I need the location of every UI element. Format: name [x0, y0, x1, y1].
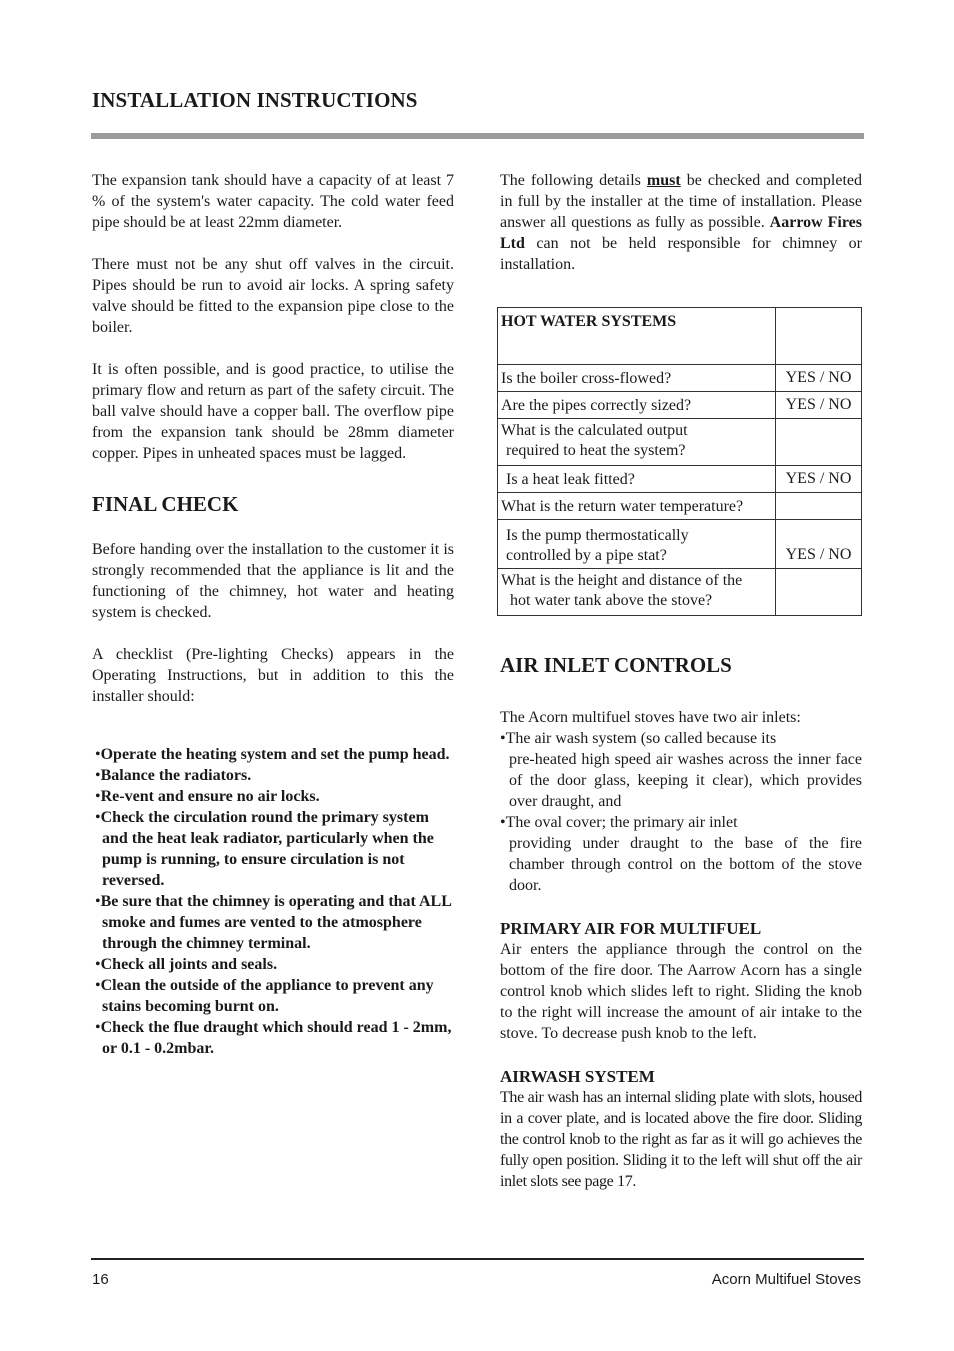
safety-circuit-paragraph: It is often possible, and is good practice, to utilise the primary flow and return as part of the safety circuit. The ball valve should have a copper ball. The overflow pipe from the expansion tank should be 28mm diameter copper. Pipes in unheated spaces must be lagged. [92, 361, 454, 462]
table-title: HOT WATER SYSTEMS [498, 308, 776, 365]
list-item: • Check the flue draught which should read 1 - 2mm, or 0.1 - 0.2mbar. [92, 1017, 454, 1059]
footer-product-name: Acorn Multifuel Stoves [711, 1271, 861, 1288]
list-item: • Check all joints and seals. [92, 954, 454, 975]
list-item: • Operate the heating system and set the pump head. [92, 744, 454, 765]
question-cell: Is the pump thermostatically controlled by a pipe stat? [498, 520, 776, 569]
primary-air-heading: PRIMARY AIR FOR MULTIFUEL [500, 919, 762, 938]
answer-cell[interactable]: YES / NO [776, 520, 862, 569]
list-item: •The oval cover; the primary air inlet providing under draught to the base of the fire chamber through control on the bottom of the stove door. [500, 814, 862, 894]
table-row [498, 419, 862, 466]
final-check-heading: FINAL CHECK [92, 492, 239, 516]
table-row [498, 493, 862, 520]
page-title: INSTALLATION INSTRUCTIONS [92, 88, 418, 112]
installer-checklist [92, 744, 454, 1059]
checklist-paragraph: A checklist (Pre-lighting Checks) appears in the Operating Instructions, but in addition to this the installer should: [92, 646, 454, 705]
answer-cell[interactable]: YES / NO [776, 392, 862, 419]
list-item: •The air wash system (so called because its pre-heated high speed air washes across the inner face of the door glass, keeping it clear), which provides over draught, and [500, 730, 862, 810]
table-row [498, 365, 862, 392]
page-number: 16 [92, 1271, 109, 1288]
question-cell: Are the pipes correctly sized? [498, 392, 776, 419]
table-row [498, 520, 862, 569]
air-inlets-intro: The Acorn multifuel stoves have two air inlets: [500, 709, 801, 726]
table-header-row [498, 308, 862, 365]
hot-water-systems-table [497, 307, 862, 616]
table-row [498, 569, 862, 616]
shut-off-valves-paragraph: There must not be any shut off valves in the circuit. Pipes should be run to avoid air locks. A spring safety valve should be fitted to the expansion pipe close to the boiler. [92, 256, 454, 336]
footer-rule [91, 1258, 864, 1260]
table-row [498, 392, 862, 419]
air-inlet-controls-heading: AIR INLET CONTROLS [500, 653, 732, 677]
left-column [92, 170, 454, 1059]
airwash-paragraph: The air wash has an internal sliding plate with slots, housed in a cover plate, and is located above the fire door. Sliding the control knob to the right as far as it will go achieves the fully open position. Sliding it to the left will shut off the air inlet slots see page 17. [500, 1089, 862, 1190]
airwash-heading: AIRWASH SYSTEM [500, 1067, 655, 1086]
must-emphasis: must [646, 172, 681, 189]
question-cell: Is the boiler cross-flowed? [498, 365, 776, 392]
question-cell: Is a heat leak fitted? [498, 466, 776, 493]
header-rule [91, 133, 864, 139]
list-item: • Be sure that the chimney is operating and that ALL smoke and fumes are vented to the atmosphere through the chimney terminal. [92, 891, 454, 954]
answer-cell[interactable] [776, 569, 862, 616]
list-item: • Balance the radiators. [92, 765, 454, 786]
list-item: • Re-vent and ensure no air locks. [92, 786, 454, 807]
question-cell: What is the calculated output required to heat the system? [498, 419, 776, 466]
air-inlet-section [500, 707, 862, 1192]
answer-cell[interactable]: YES / NO [776, 466, 862, 493]
handover-paragraph: Before handing over the installation to the customer it is strongly recommended that the appliance is lit and the functioning of the chimney, hot water and heating system is checked. [92, 541, 454, 621]
table-header-answer-cell [776, 308, 862, 365]
answer-cell[interactable] [776, 493, 862, 520]
list-item: • Clean the outside of the appliance to prevent any stains becoming burnt on. [92, 975, 454, 1017]
primary-air-paragraph: Air enters the appliance through the control on the bottom of the fire door. The Aarrow Acorn has a single control knob which slides left to right. Sliding the knob to the right will increase the amount of air intake to the stove. To decrease push knob to the left. [500, 941, 862, 1042]
question-cell: What is the return water temperature? [498, 493, 776, 520]
details-paragraph: The following details must be checked and completed in full by the installer at the time of installation. Please answer all questions as fully as possible. Aarrow Fires Ltd can not be held responsible for chimney or installation. [500, 172, 862, 273]
answer-cell[interactable]: YES / NO [776, 365, 862, 392]
table-row [498, 466, 862, 493]
question-cell: What is the height and distance of the hot water tank above the stove? [498, 569, 776, 616]
list-item: • Check the circulation round the primary system and the heat leak radiator, particularly when the pump is running, to ensure circulation is not reversed. [92, 807, 454, 891]
answer-cell[interactable] [776, 419, 862, 466]
expansion-tank-paragraph: The expansion tank should have a capacity of at least 7 % of the system's water capacity. The cold water feed pipe should be at least 22mm diameter. [92, 172, 454, 231]
right-intro [500, 170, 862, 275]
company-name: Aarrow Fires Ltd [500, 214, 862, 252]
